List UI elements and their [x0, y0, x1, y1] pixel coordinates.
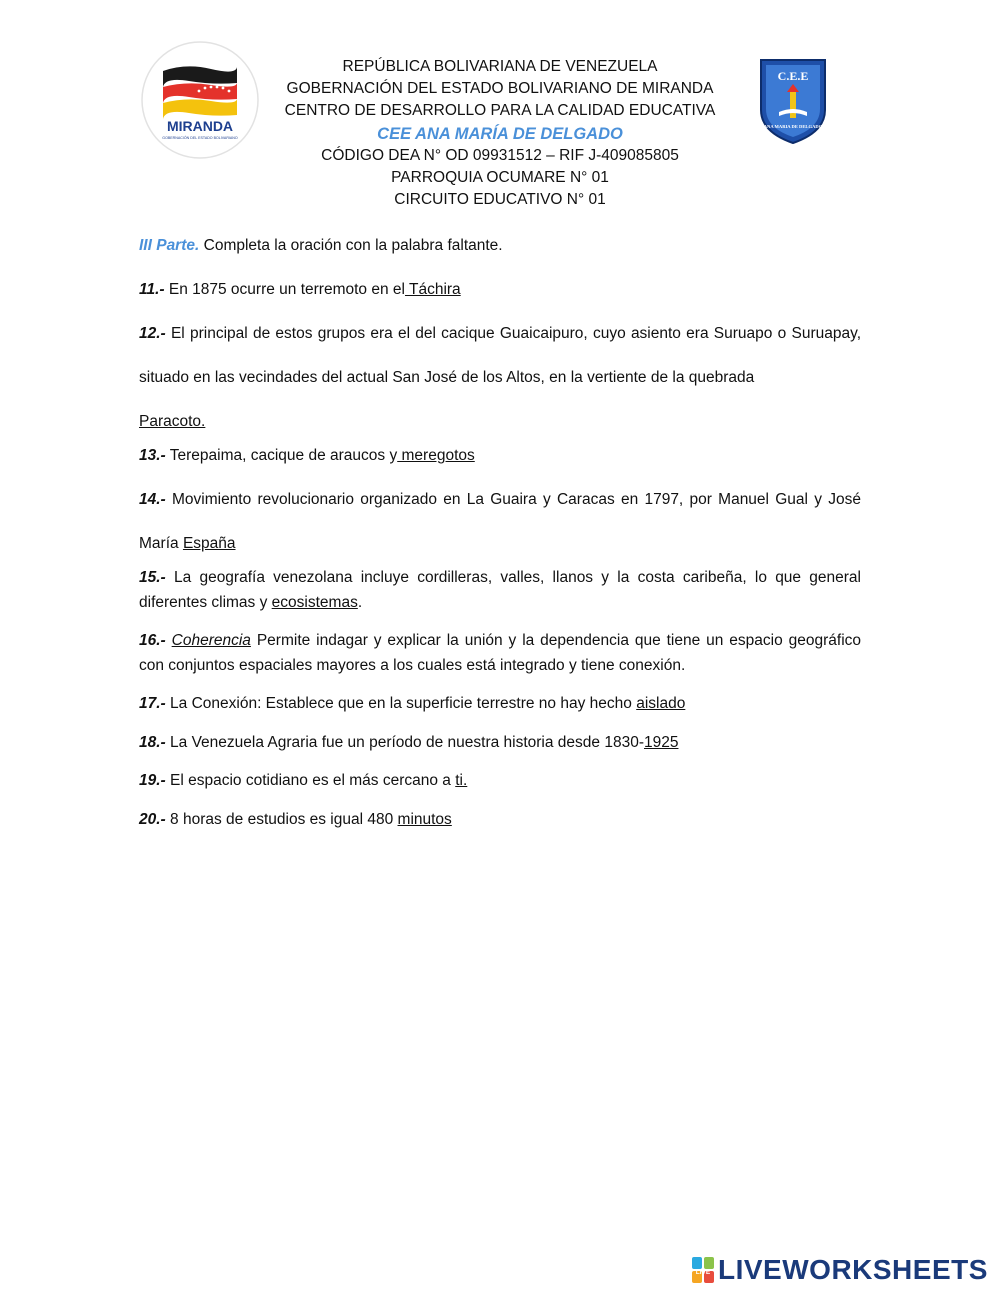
question-14: 14.- Movimiento revolucionario organizado en La Guaira y Caracas en 1797, por Manuel Gual y José María España [139, 491, 862, 552]
question-18: 18.- La Venezuela Agraria fue un período de nuestra historia desde 1830-1925 [139, 733, 679, 751]
worksheet-content [139, 234, 861, 832]
answer-18[interactable]: 1925 [644, 733, 679, 751]
answer-11[interactable]: Táchira [404, 281, 461, 298]
cee-shield-bottom-text: ANA MARIA DE DELGADO [763, 124, 823, 129]
header-line-1: REPÚBLICA BOLIVARIANA DE VENEZUELA [342, 58, 658, 75]
question-19: 19.- El espacio cotidiano es el más cercano a ti. [139, 772, 468, 789]
section-instruction [139, 234, 861, 259]
school-name: CEE ANA MARÍA DE DELGADO [377, 124, 623, 143]
question-13: 13.- Terepaima, cacique de araucos y meregotos [139, 447, 475, 464]
answer-14[interactable]: España [182, 535, 236, 552]
svg-text:LIVE: LIVE [695, 1269, 711, 1276]
answer-16[interactable]: Coherencia [171, 632, 251, 649]
question-17: 17.- La Conexión: Establece que en la superficie terrestre no hay hecho aislado [139, 695, 686, 712]
miranda-logo-text: MIRANDA [166, 118, 234, 134]
section-title: III Parte. [139, 237, 200, 254]
answer-17[interactable]: aislado [636, 695, 686, 712]
header-line-2: GOBERNACIÓN DEL ESTADO BOLIVARIANO DE MIRANDA [286, 80, 714, 98]
cee-shield-logo [757, 56, 829, 146]
document-header [0, 56, 1000, 211]
question-11: 11.- En 1875 ocurre un terremoto en el Táchira [139, 281, 461, 298]
header-code: CÓDIGO DEA N° OD 09931512 – RIF J-409085805 [321, 146, 679, 164]
answer-20[interactable]: minutos [397, 810, 452, 828]
question-16: 16.- Coherencia Permite indagar y explicar la unión y la dependencia que tiene un espacio geográfico con conjuntos espaciales mayores a los cuales está integrado y tiene conexión. [139, 632, 862, 674]
miranda-logo-subtext: GOBERNACIÓN DEL ESTADO BOLIVARIANO [162, 136, 238, 140]
liveworksheets-logo[interactable] [692, 1256, 988, 1284]
header-line-3: CENTRO DE DESARROLLO PARA LA CALIDAD EDUCATIVA [284, 102, 716, 120]
answer-19[interactable]: ti. [455, 772, 468, 789]
liveworksheets-badge-icon [692, 1257, 714, 1283]
instruction-text: Completa la oración con la palabra faltante. [203, 237, 503, 254]
header-circuit: CIRCUITO EDUCATIVO N° 01 [394, 191, 606, 209]
header-parish: PARROQUIA OCUMARE N° 01 [391, 169, 609, 187]
question-20: 20.- 8 horas de estudios es igual 480 minutos [139, 810, 452, 828]
answer-12[interactable]: Paracoto. [139, 413, 206, 430]
question-12: 12.- El principal de estos grupos era el del cacique Guaicaipuro, cuyo asiento era Suruapo o Suruapay, situado en las vecindades del actual San José de los Altos, en la vertiente de la quebrada Paracoto. [139, 325, 861, 430]
answer-15[interactable]: ecosistemas [271, 593, 358, 611]
cee-shield-top-text: C.E.E [777, 69, 809, 83]
answer-13[interactable]: meregotos [397, 447, 475, 464]
liveworksheets-wordmark: LIVEWORKSHEETS [718, 1254, 988, 1285]
question-15: 15.- La geografía venezolana incluye cordilleras, valles, llanos y la costa caribeña, lo que general diferentes climas y ecosistemas. [139, 569, 861, 611]
